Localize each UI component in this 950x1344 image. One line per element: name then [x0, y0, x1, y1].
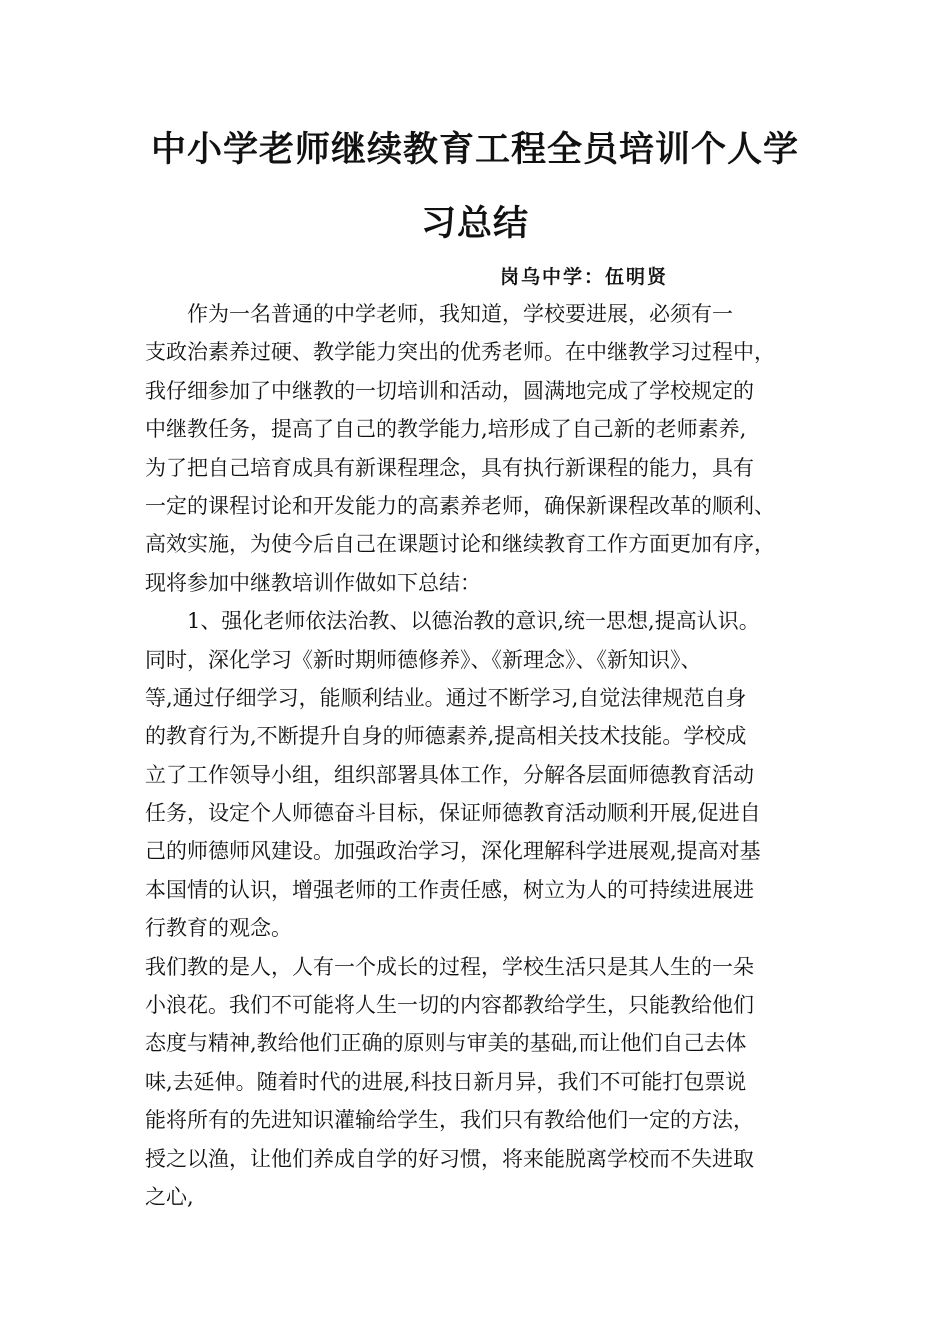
body-line: 立了工作领导小组，组织部署具体工作，分解各层面师德教育活动: [145, 762, 754, 787]
document-title-line-1: 中小学老师继续教育工程全员培训个人学: [150, 130, 799, 170]
body-line: 任务，设定个人师德奋斗目标，保证师德教育活动顺利开展,促进自: [145, 801, 761, 826]
body-line: 为了把自己培育成具有新课程理念，具有执行新课程的能力，具有: [145, 455, 754, 480]
body-line: 高效实施，为使今后自己在课题讨论和继续教育工作方面更加有序，: [145, 532, 775, 557]
body-line: 我们教的是人，人有一个成长的过程，学校生活只是其人生的一朵: [145, 954, 754, 979]
body-line: 小浪花。我们不可能将人生一切的内容都教给学生，只能教给他们: [145, 993, 754, 1018]
author-byline: 岗乌中学：伍明贤: [500, 266, 669, 288]
body-line: 己的师德师风建设。加强政治学习，深化理解科学进展观,提高对基: [145, 839, 761, 864]
body-line: 现将参加中继教培训作做如下总结：: [145, 570, 481, 595]
body-line: 本国情的认识，增强老师的工作责任感，树立为人的可持续进展进: [145, 877, 754, 902]
body-line: 我仔细参加了中继教的一切培训和活动，圆满地完成了学校规定的: [145, 378, 754, 403]
body-line: 能将所有的先进知识灌输给学生，我们只有教给他们一定的方法，: [145, 1108, 754, 1133]
body-line: 支政治素养过硬、教学能力突出的优秀老师。在中继教学习过程中，: [145, 340, 775, 365]
body-line: 行教育的观念。: [145, 916, 292, 941]
body-line: 一定的课程讨论和开发能力的高素养老师，确保新课程改革的顺利、: [145, 493, 775, 518]
body-line: 等,通过仔细学习，能顺利结业。通过不断学习,自觉法律规范自身: [145, 685, 747, 710]
body-line: 态度与精神,教给他们正确的原则与审美的基础,而让他们自己去体: [145, 1031, 747, 1056]
body-line: 中继教任务，提高了自己的教学能力,培形成了自己新的老师素养,: [145, 417, 747, 442]
body-line: 作为一名普通的中学老师，我知道，学校要进展，必须有一: [187, 302, 733, 326]
body-line: 的教育行为,不断提升自身的师德素养,提高相关技术技能。学校成: [145, 724, 747, 749]
document-title-line-2: 习总结: [420, 204, 529, 244]
body-line: 授之以渔，让他们养成自学的好习惯，将来能脱离学校而不失进取: [145, 1146, 754, 1171]
body-line: 同时，深化学习《新时期师德修养》、《新理念》、《新知识》、: [145, 647, 702, 672]
body-line: 1、强化老师依法治教、以德治教的意识,统一思想,提高认识。: [187, 609, 760, 634]
body-line: 之心,: [145, 1184, 194, 1209]
document-body: [145, 295, 815, 1216]
body-line: 味,去延伸。随着时代的进展,科技日新月异，我们不可能打包票说: [145, 1069, 747, 1094]
